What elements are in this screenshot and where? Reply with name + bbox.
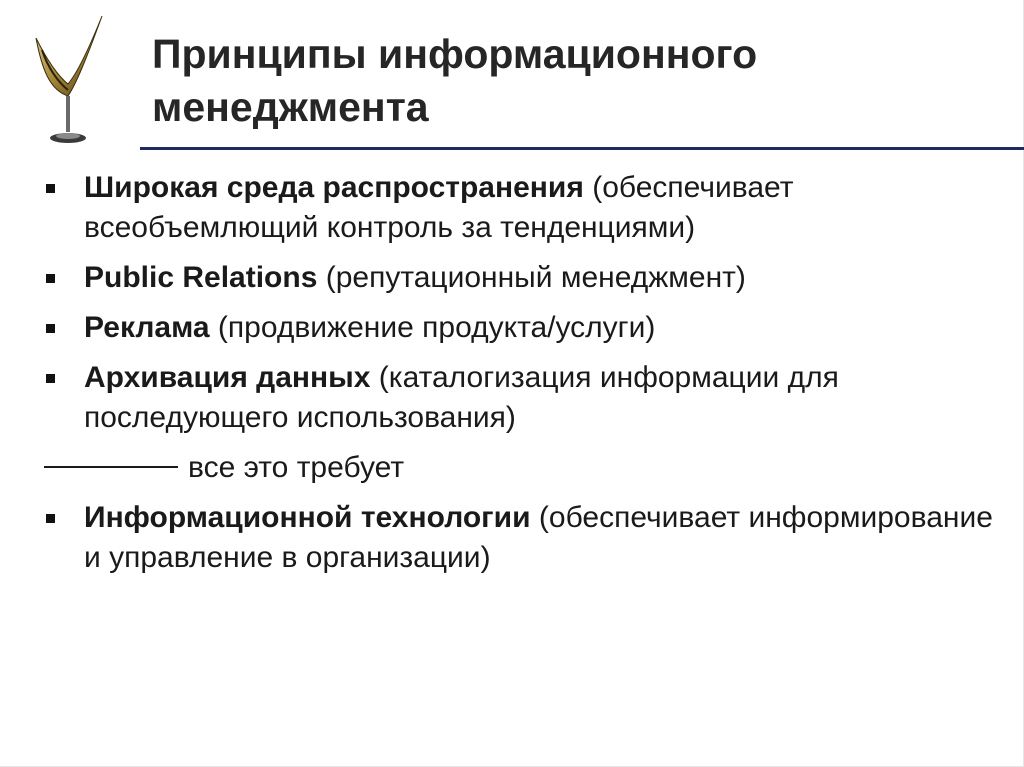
item-description: (обеспечивает всеобъемлющий контроль за тенденциями) [84, 171, 794, 244]
item-description: (продвижение продукта/услуги) [209, 311, 656, 344]
item-term: Информационной технологии [84, 501, 531, 534]
list-item [0, 498, 1000, 578]
separator-line [0, 448, 1000, 488]
separator-text: все это требует [188, 451, 405, 484]
bullet-list [0, 168, 1000, 588]
square-bullet-icon [46, 184, 55, 193]
item-description: (каталогизация информации для последующего использования) [84, 361, 839, 434]
square-bullet-icon [46, 274, 55, 283]
list-item [0, 358, 1000, 438]
square-bullet-icon [46, 514, 55, 523]
square-bullet-icon [46, 324, 55, 333]
dash-rule [44, 466, 178, 468]
item-term: Архивация данных [84, 361, 371, 394]
title-underline [140, 147, 1024, 150]
list-item [0, 308, 1000, 348]
list-item [0, 168, 1000, 248]
square-bullet-icon [46, 374, 55, 383]
slide-title: Принципы информационного менеджмента [152, 31, 758, 130]
item-description: (репутационный менеджмент) [317, 261, 746, 294]
list-item [0, 258, 1000, 298]
vase-sculpture-icon [28, 10, 108, 150]
item-term: Реклама [84, 311, 210, 344]
item-term: Public Relations [84, 261, 318, 294]
item-term: Широкая среда распространения [84, 171, 584, 204]
item-description: (обеспечивает информирование и управление в организации) [84, 501, 993, 574]
